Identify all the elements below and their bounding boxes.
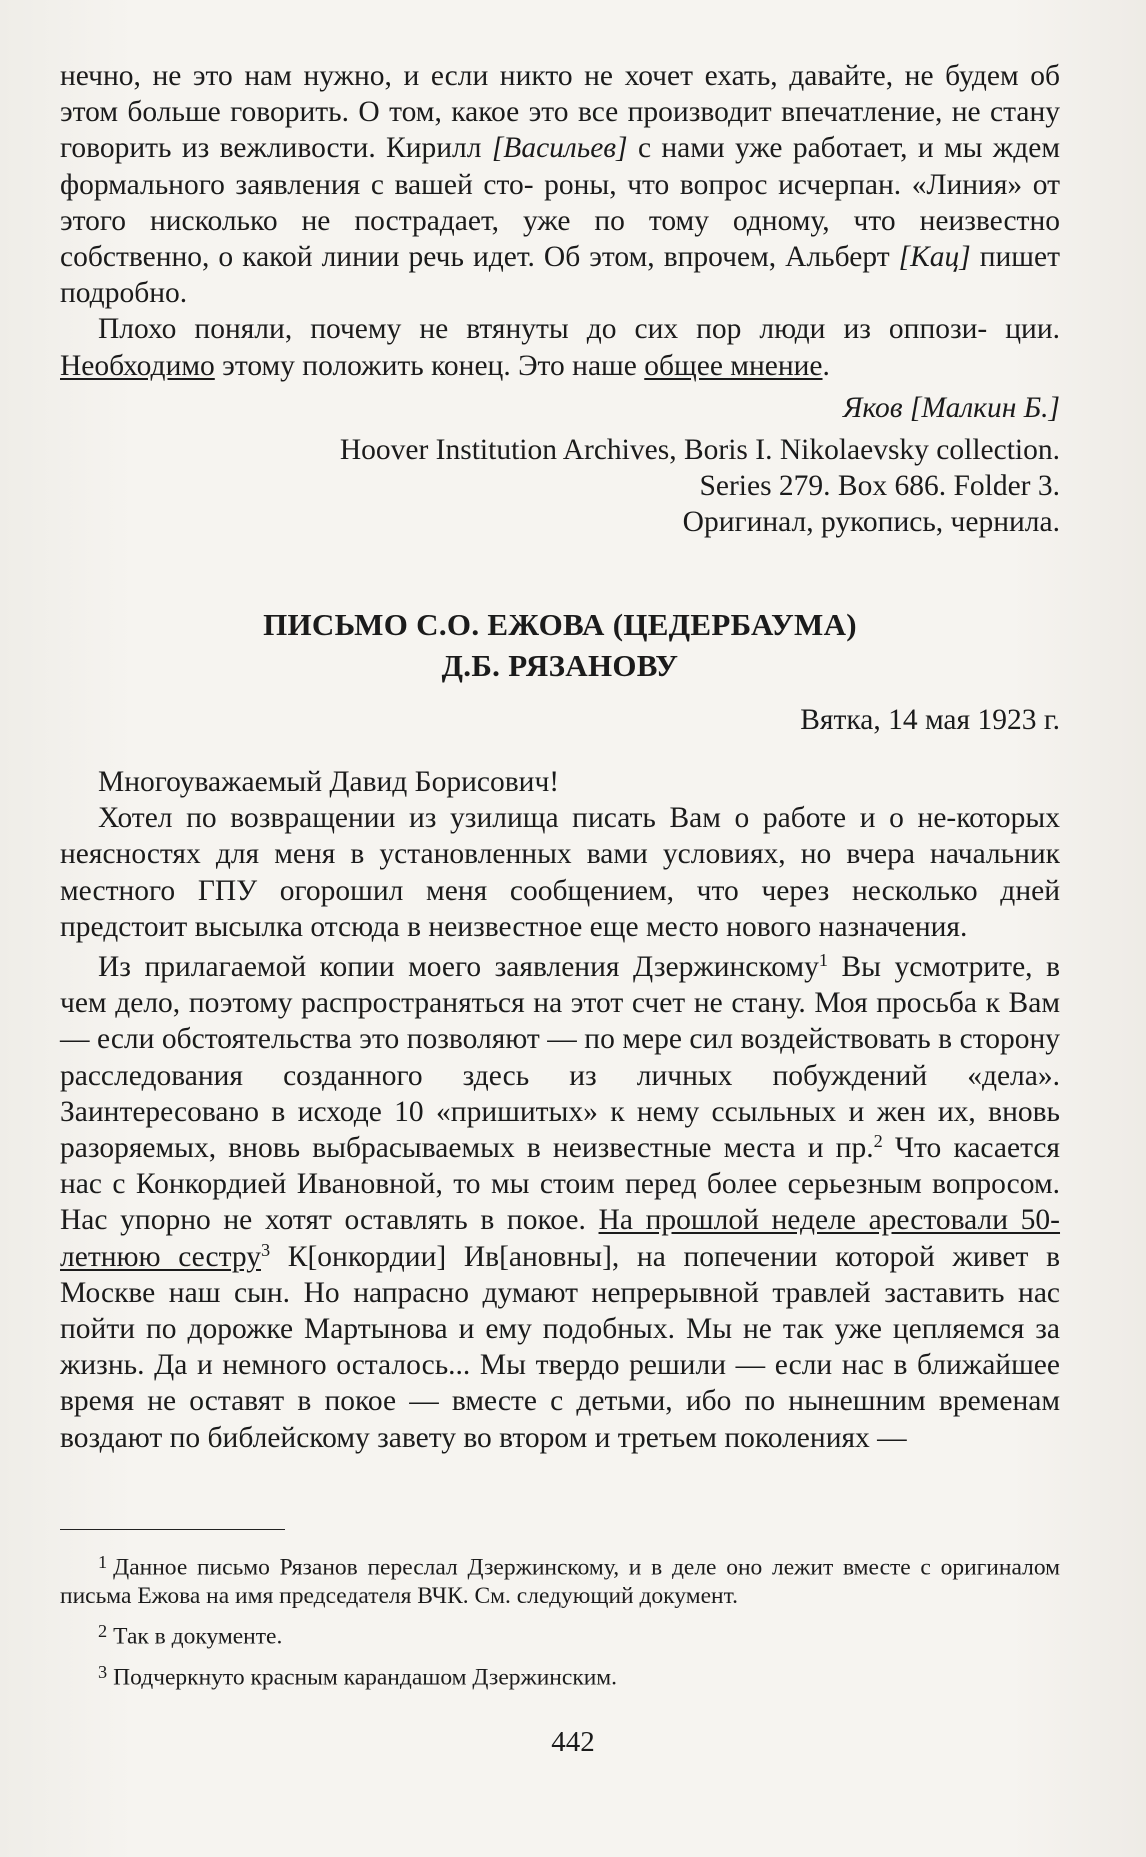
- footnote-1: $^1$ Данное письмо Рязанов переслал Дзержинскому, и в деле оно лежит вместе с оригиналом письма Ежова на имя председателя ВЧК. См. следующий документ.: [60, 1552, 1060, 1610]
- previous-letter-paragraph-1: нечно, не это нам нужно, и если никто не хочет ехать, давайте, не будем об этом больше говорить. О том, какое это все производит впечатление, не стану говорить из вежливости. Кирилл [Васильев] с нами уже работает, и мы ждем формального заявления с вашей сто- роны, что вопрос исчерпан. «Линия» от этого нисколько не пострадает, уже по тому одному, что неизвестно собственно, о какой линии речь идет. Об этом, впрочем, Альберт [Кац] пишет подробно.: [60, 60, 1061, 310]
- place-date-block: [60, 702, 1060, 738]
- footnote-divider: [60, 1529, 285, 1530]
- previous-letter-section: [60, 58, 1060, 541]
- footnote-3: $^3$ Подчеркнуто красным карандашом Дзержинским.: [98, 1661, 618, 1691]
- greeting: Многоуважаемый Давид Борисович!: [98, 766, 560, 798]
- letter-paragraph-2: Из прилагаемой копии моего заявления Дзержинскому$^1$ Вы усмотрите, в чем дело, поэтому распространяться на этот счет не стану. Моя просьба к Вам — если обстоятельства это позволяют — по мере сил воздействовать в сторону расследования созданного здесь из личных побуждений «дела». Заинтересовано в исходе 10 «пришитых» к нему ссыльных и жен их, вновь разоряемых, вновь выбрасываемых в неизвестные места и пр.$^2$ Что касается нас с Конкордией Ивановной, то мы стоим перед более серьезным вопросом. Нас упорно не хотят оставлять в покое. На прошлой неделе арестовали 50-летнюю сестру$^3$ К[онкордии] Ив[ановны], на попечении которой живет в Москве наш сын. Но напрасно думают непрерывной травлей заставить нас пойти по дорожке Мартынова и ему подобных. Мы не так уже цепляемся за жизнь. Да и немного осталось... Мы твердо решили — если нас в ближайшее время не оставят в покое — вместе с детьми, ибо по нынешним временам воздают по библейскому завету во втором и третьем поколениях —: [60, 949, 1061, 1454]
- underlined-common-opinion: общее мнение: [644, 349, 823, 382]
- document-heading: [60, 604, 1060, 686]
- letter-body: [60, 764, 1060, 1456]
- bracket-vasiliev: [Васильев]: [491, 132, 628, 165]
- document-title-line-1: ПИСЬМО С.О. ЕЖОВА (ЦЕДЕРБАУМА): [263, 607, 857, 642]
- footnote-number: 2: [98, 1621, 108, 1642]
- bracket-kats: [Кац]: [898, 241, 971, 274]
- footnote-number: 1: [98, 1552, 108, 1572]
- underlined-arrest-sentence: На прошлой неделе арестовали 50-летнюю сестру: [60, 1204, 1061, 1273]
- footnote-ref-3[interactable]: 3: [260, 1239, 271, 1260]
- footnote-ref-2[interactable]: 2: [873, 1130, 883, 1151]
- archive-source-line-2: Series 279. Box 686. Folder 3.: [699, 470, 1060, 503]
- archive-source-line-3: Оригинал, рукопись, чернила.: [682, 506, 1060, 539]
- underlined-necessary: Необходимо: [60, 349, 215, 382]
- previous-letter-paragraph-2: Плохо поняли, почему не втянуты до сих пор люди из оппози- ции. Необходимо этому положить конец. Это наше общее мнение.: [60, 313, 1061, 382]
- footnote-number: 3: [98, 1661, 108, 1682]
- letter-paragraph-1: Хотел по возвращении из узилища писать Вам о работе и о не-которых неясностях для меня в установленных вами условиях, но вчера начальник местного ГПУ огорошил меня сообщением, что через несколько дней предстоит высылка отсюда в неизвестное еще место нового назначения.: [60, 802, 1060, 943]
- archive-source-line-1: Hoover Institution Archives, Boris I. Nikolaevsky collection.: [339, 434, 1060, 467]
- place-date: Вятка, 14 мая 1923 г.: [800, 704, 1060, 736]
- footnote-2: $^2$ Так в документе.: [98, 1621, 283, 1650]
- document-title-line-2: Д.Б. РЯЗАНОВУ: [441, 648, 679, 683]
- signature: Яков [Малкин Б.]: [842, 391, 1060, 424]
- footnotes: [60, 1548, 1060, 1692]
- footnote-ref-1[interactable]: 1: [818, 949, 828, 970]
- page-number: 442: [551, 1726, 595, 1758]
